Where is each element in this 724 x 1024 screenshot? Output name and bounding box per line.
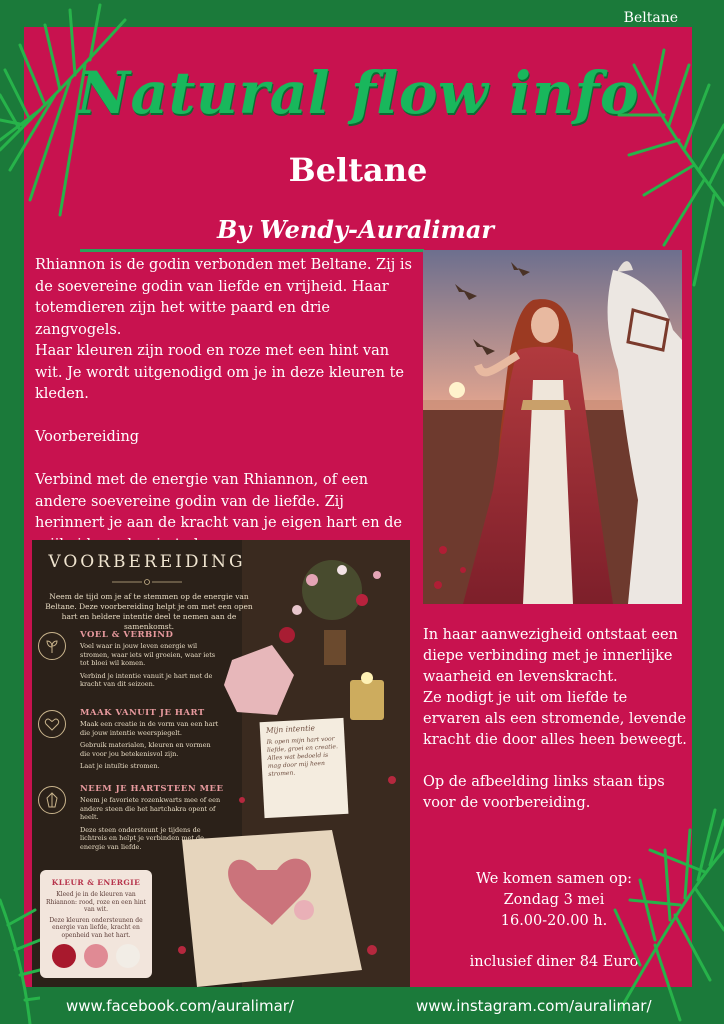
step-text [80,796,222,856]
page-subtitle: Beltane [288,151,428,189]
sprout-icon [38,632,66,660]
intro-paragraph-3: Verbind met de energie van Rhiannon, of een andere soevereine godin van de liefde. Zij herinnert je aan de kracht van je eigen hart en de [35,472,403,531]
title-divider [80,249,424,252]
step-text-2: Gebruik materialen, kleuren en vormen die voor jou betekenisvol zijn. [80,741,211,758]
palm-leaf-bottom-right-icon [610,790,724,1024]
step-text-1: Neem je favoriete rozenkwarts mee of een andere steen die het hartchakra opent of heelt. [80,796,221,822]
intro-paragraph-1b: Haar kleuren zijn rood en roze met een hint van wit. Je wordt uitgenodigd om je in deze kleuren te kleden. [35,343,404,402]
step-text [80,642,222,693]
palm-leaf-top-left-icon [0,0,130,250]
color-swatches [40,944,152,968]
preparation-card [32,540,410,987]
facebook-link[interactable]: www.facebook.com/auralimar/ [66,997,294,1015]
rhiannon-photo [423,250,682,604]
ornament-divider [112,578,182,586]
page-title: Natural flow info [76,59,640,127]
swatch-red [52,944,76,968]
intention-note-text: Ik open mijn hart voor liefde, groei en creatie. Alles wat bedoeld is mag door mij heen stromen. [266,735,339,778]
step-heading: VOEL & VERBIND [80,630,174,640]
right-paragraph-1b: Ze nodigt je uit om liefde te ervaren als een stromende, levende kracht die door alles heen beweegt. [423,690,687,748]
intro-text [35,255,415,578]
step-heading: MAAK VANUIT JE HART [80,708,205,718]
instagram-link[interactable]: www.instagram.com/auralimar/ [416,997,652,1015]
right-paragraph-2: Op de afbeelding links staan tips voor de voorbereiding. [423,774,665,811]
intention-note [260,718,349,818]
step-text-1: Voel waar in jouw leven energie wil stromen, waar iets wil groeien, waar iets tot bloei wil komen. [80,642,216,668]
author-byline: By Wendy-Auralimar [217,215,495,244]
palm-leaf-top-right-icon [614,45,724,295]
event-time: 16.00-20.00 h. [500,913,608,929]
corner-tag: Beltane [623,10,678,26]
step-text-2: Deze steen ondersteunt je tijdens de lichtreis en helpt je verbinden met de energie van liefde. [80,825,205,851]
intention-note-title: Mijn intentie [265,723,316,735]
color-energy-heading: KLEUR & ENERGIE [51,878,141,887]
color-energy-text-1: Kleed je in de kleuren van Rhiannon: rood, roze en een hint van wit. [45,891,147,914]
preparation-title: VOORBEREIDING [48,552,246,572]
step-text-3: Laat je intuïtie stromen. [80,762,160,771]
intro-paragraph-1: Rhiannon is de godin verbonden met Beltane. Zij is de soevereine godin van liefde en vrijheid. Haar totemdieren zijn het witte paard en drie zangvogels. [35,257,412,338]
step-text-2: Verbind je intentie vanuit je hart met de kracht van dit seizoen. [80,671,213,689]
event-date: Zondag 3 mei [503,892,605,908]
intro-paragraph-2: Voorbereiding [35,429,140,445]
heart-icon [38,710,66,738]
event-line-1: We komen samen op: [476,871,632,887]
step-heading: NEEM JE HARTSTEEN MEE [80,784,224,794]
palm-leaf-bottom-left-icon [0,880,40,1024]
color-energy-card [40,870,152,978]
swatch-white [116,944,140,968]
preparation-lead: Neem de tijd om je af te stemmen op de energie van Beltane. Deze voorbereiding helpt je om met een open hart en heldere intentie deel te nemen aan de samenkomst. [45,592,253,631]
crystal-icon [38,786,66,814]
color-energy-text [44,891,148,940]
event-price: inclusief diner 84 Euro [469,954,639,970]
color-energy-text-2: Deze kleuren ondersteunen de energie van liefde, kracht en openheid van het hart. [49,916,143,939]
right-paragraph-1: In haar aanwezigheid ontstaat een diepe verbinding met je innerlijke waarheid en levenskracht. [423,627,678,685]
step-text-1: Maak een creatie in de vorm van een hart die jouw intentie weerspiegelt. [80,720,219,737]
step-text [80,720,222,775]
swatch-pink [84,944,108,968]
